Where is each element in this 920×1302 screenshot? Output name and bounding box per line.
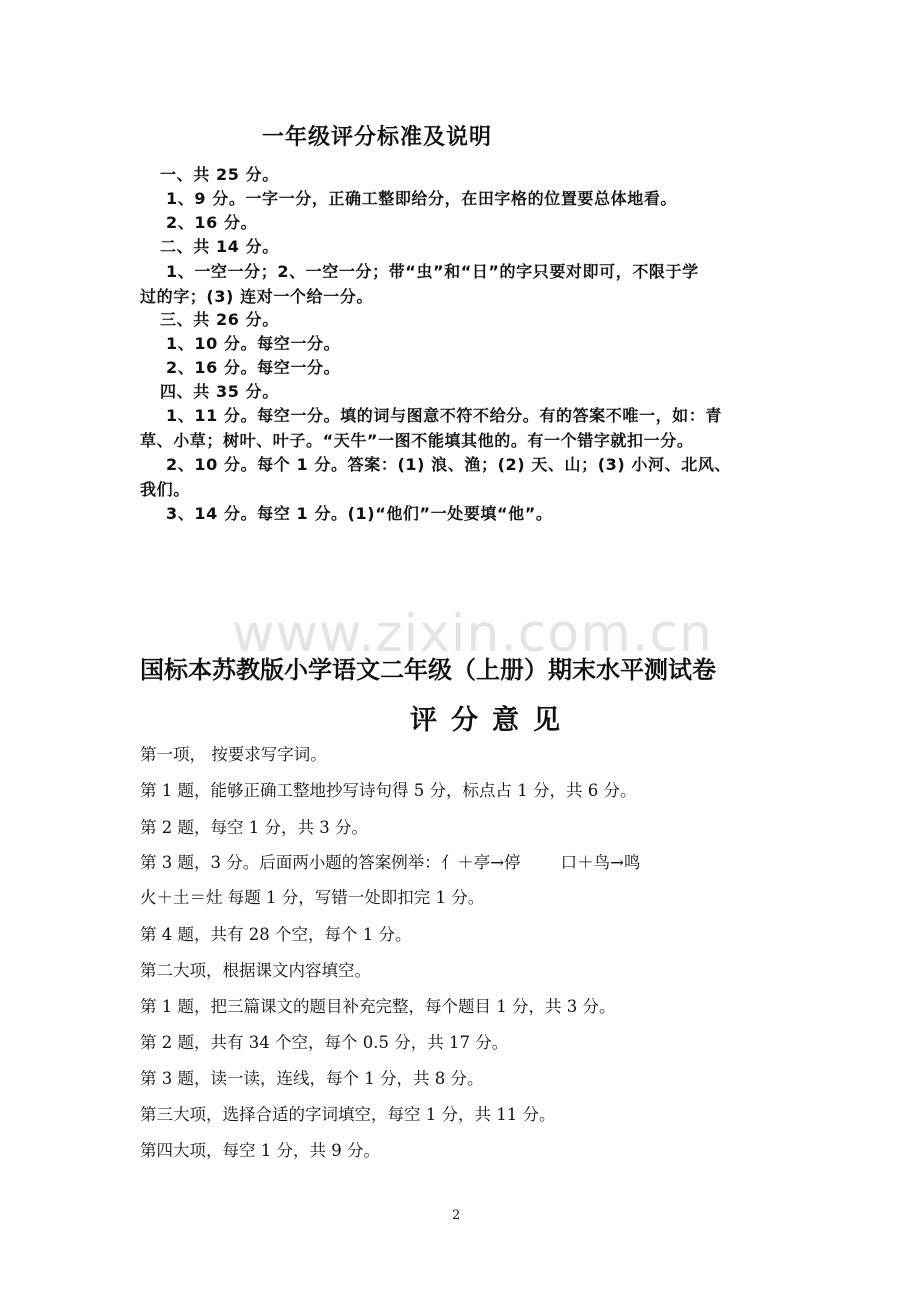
section1-line: 1、11 分。每空一分。填的词与图意不符不给分。有的答案不唯一，如：青 [166,406,722,425]
section1-line: 1、9 分。一字一分，正确工整即给分，在田字格的位置要总体地看。 [166,189,678,208]
section1-line: 一、共 25 分。 [160,165,279,184]
section1-line: 3、14 分。每空 1 分。(1)“他们”一处要填“他”。 [166,504,553,523]
watermark: www.zixin.com.cn [232,604,713,664]
section2-line-part: 第 3 题，3 分。后面两小题的答案例举：亻＋亭→停 [140,853,521,872]
section2-line: 第四大项，每空 1 分，共 9 分。 [140,1141,380,1160]
section2-line: 第一项， 按要求写字词。 [140,745,327,764]
section1-line: 2、16 分。 [166,213,258,232]
section1-line: 过的字；(3) 连对一个给一分。 [140,287,373,306]
section1-title: 一年级评分标准及说明 [262,125,493,150]
section2-line: 第二大项，根据课文内容填空。 [140,961,371,980]
section1-line: 三、共 26 分。 [160,310,279,329]
section2-line-part: 口＋鸟→鸣 [560,853,641,872]
section1-line: 1、10 分。每空一分。 [166,334,341,353]
section2-title: 国标本苏教版小学语文二年级（上册）期末水平测试卷 [140,656,716,684]
section2-subtitle: 评分意见 [410,705,574,736]
section2-line: 第 1 题，把三篇课文的题目补充完整，每个题目 1 分，共 3 分。 [140,997,616,1016]
page-number: 2 [452,1208,461,1223]
section1-line: 二、共 14 分。 [160,237,279,256]
section2-line: 第 2 题，每空 1 分，共 3 分。 [140,818,368,837]
section1-line: 1、一空一分；2、一空一分；带“虫”和“日”的字只要对即可，不限于学 [166,262,699,281]
section1-line: 我们。 [140,480,190,499]
section1-line: 2、10 分。每个 1 分。答案：(1) 浪、渔；(2) 天、山；(3) 小河、北风、 [166,455,732,474]
section1-line: 2、16 分。每空一分。 [166,358,341,377]
section2-line: 第 4 题，共有 28 个空，每个 1 分。 [140,925,412,944]
section2-line: 第 3 题，读一读，连线，每个 1 分，共 8 分。 [140,1069,484,1088]
section1-line: 草、小草；树叶、叶子。“天牛”一图不能填其他的。有一个错字就扣一分。 [140,431,694,450]
section2-line [140,849,640,873]
section2-line: 第 1 题，能够正确工整地抄写诗句得 5 分，标点占 1 分，共 6 分。 [140,781,637,800]
section1-line: 四、共 35 分。 [160,382,279,401]
section2-line: 火＋土＝灶 每题 1 分，写错一处即扣完 1 分。 [140,888,485,907]
section2-line: 第 2 题，共有 34 个空，每个 0.5 分，共 17 分。 [140,1033,509,1052]
section2-line: 第三大项，选择合适的字词填空，每空 1 分，共 11 分。 [140,1105,556,1124]
